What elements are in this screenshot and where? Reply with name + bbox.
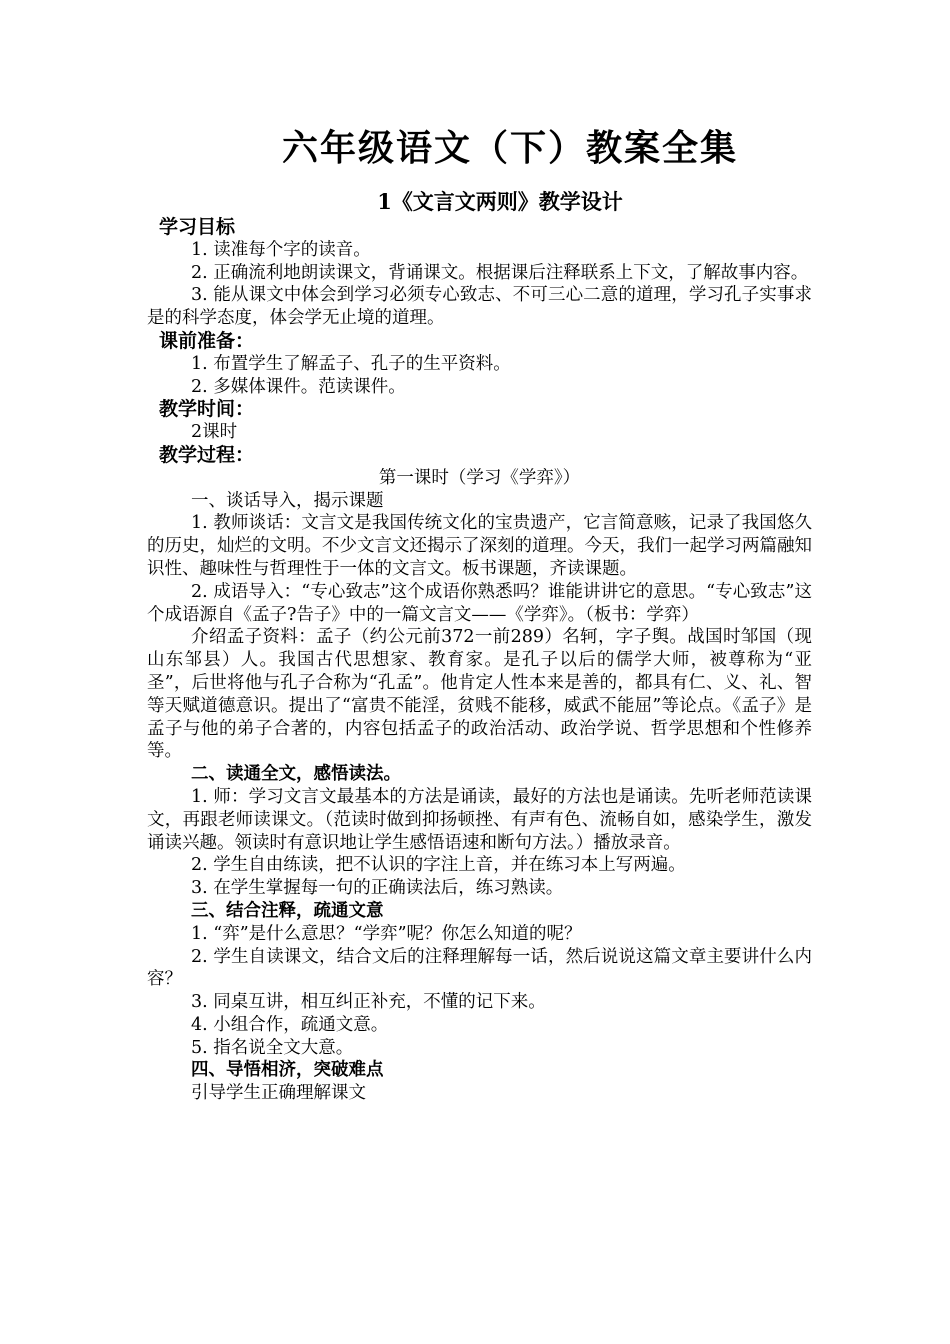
time-value: 2课时 <box>191 422 238 443</box>
goal-item: 3. 能从课文中体会到学习必须专心致志、不可三心二意的道理，学习孔子实事求是的科学态度，体会学无止境的道理。 <box>147 285 812 329</box>
process-heading: 教学过程： <box>159 443 255 466</box>
part4-heading: 四、导悟相济，突破难点 <box>191 1060 384 1081</box>
lesson-title: 第一课时（学习《学弈》） <box>378 467 581 488</box>
prep-item: 2. 多媒体课件。范读课件。 <box>191 376 406 397</box>
part2-item: 2. 学生自由练读，把不认识的字注上音，并在练习本上写两遍。 <box>191 855 686 876</box>
time-heading: 教学时间： <box>159 398 255 421</box>
part1-heading: 一、谈话导入，揭示课题 <box>191 490 384 511</box>
prep-heading: 课前准备： <box>159 329 255 352</box>
goal-item: 2. 正确流利地朗读课文，背诵课文。根据课后注释联系上下文，了解故事内容。 <box>191 262 809 283</box>
part1-item: 介绍孟子资料：孟子（约公元前372一前289）名轲，字子舆。战国时邹国（现山东邹县）人。我国古代思想家、教育家。是孔子以后的儒学大师，被尊称为“亚圣”，后世将他与孔子合称为“孔孟”。他肯定人性本来是善的，都具有仁、义、礼、智等天赋道德意识。提出了“富贵不能淫，贫贱不能移，威武不能屈”等论点。《孟子》是孟子与他的弟子合著的，内容包括孟子的政治活动、政治学说、哲学思想和个性修养等。 <box>147 627 812 762</box>
part2-heading: 二、读通全文，感悟读法。 <box>191 764 401 785</box>
part1-item: 1. 教师谈话：文言文是我国传统文化的宝贵遗产，它言简意赅，记录了我国悠久的历史，灿烂的文明。不少文言文还揭示了深刻的道理。今天，我们一起学习两篇融知识性、趣味性与哲理性于一体的文言文。板书课题，齐读课题。 <box>147 513 812 579</box>
part3-heading: 三、结合注释，疏通文意 <box>191 900 384 921</box>
part2-item: 3. 在学生掌握每一句的正确读法后，练习熟读。 <box>191 878 564 899</box>
part3-item: 4. 小组合作，疏通文意。 <box>191 1014 389 1035</box>
part4-item: 引导学生正确理解课文 <box>191 1083 366 1104</box>
part3-item: 3. 同桌互讲，相互纠正补充，不懂的记下来。 <box>191 992 546 1013</box>
goal-item: 1. 读准每个字的读音。 <box>191 239 371 260</box>
document-title: 六年级语文（下）教案全集 <box>281 127 738 169</box>
document-body <box>147 216 812 1105</box>
part3-item: 1. “弈”是什么意思？“学弈”呢？你怎么知道的呢？ <box>191 923 582 944</box>
part1-item: 2. 成语导入：“专心致志”这个成语你熟悉吗？谁能讲讲它的意思。“专心致志”这个成语源自《孟子?告子》中的一篇文言文——《学弈》。（板书：学弈） <box>147 581 812 625</box>
lesson-plan-title: 1《文言文两则》教学设计 <box>377 189 623 214</box>
part3-item: 5. 指名说全文大意。 <box>191 1037 354 1058</box>
part2-item: 1. 师：学习文言文最基本的方法是诵读，最好的方法也是诵读。先听老师范读课文，再跟老师读课文。（范读时做到抑扬顿挫、有声有色、流畅自如，感染学生，激发诵读兴趣。领读时有意识地让学生感悟语速和断句方法。）播放录音。 <box>147 786 812 853</box>
prep-item: 1. 布置学生了解孟子、孔子的生平资料。 <box>191 353 511 374</box>
part3-item: 2. 学生自读课文，结合文后的注释理解每一话，然后说说这篇文章主要讲什么内容？ <box>147 946 812 990</box>
goals-heading: 学习目标 <box>159 216 236 238</box>
